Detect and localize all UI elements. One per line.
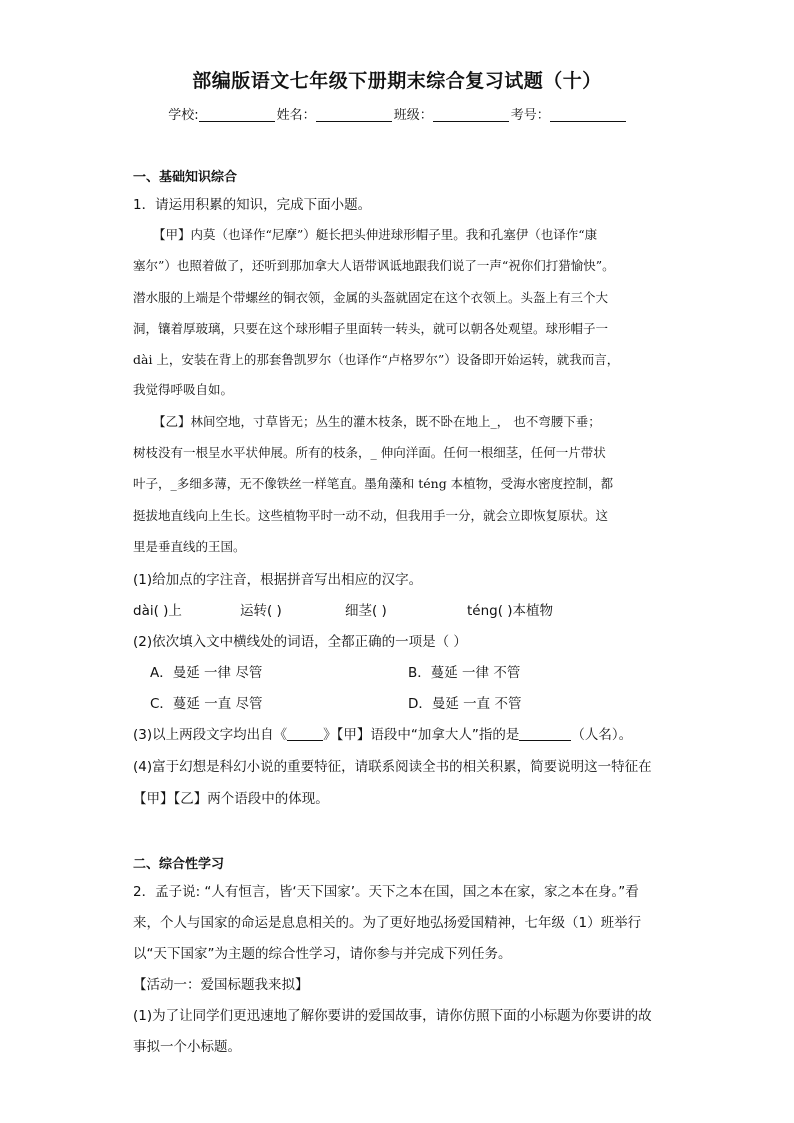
- sub-question-3-part-c: （人名）。: [571, 727, 633, 743]
- exam-no-label: 考号：: [510, 108, 550, 123]
- passage-yi-line: 树枝没有一根呈水平状伸展。所有的枝条，_ 伸向洋面。任何一根细茎，任何一片带状: [133, 445, 606, 460]
- exam-no-blank[interactable]: [550, 107, 626, 122]
- name-label: 姓名：: [276, 108, 316, 123]
- sub-question-3-part-a: (3)以上两段文字均出自《: [133, 727, 288, 743]
- sub-question-3: [133, 723, 632, 743]
- passage-yi-line: 挺拔地直线向上生长。这些植物平时一动不动，但我用手一分，就会立即恢复原状。这: [133, 508, 609, 523]
- option-d[interactable]: D．曼延 一直 不管: [408, 696, 522, 712]
- activity-1-heading: 【活动一：爱国标题我来拟】: [133, 977, 309, 993]
- question-2-line: 2．孟子说: “人有恒言，皆‘天下国家’。天下之本在国，国之本在家，家之本在身。”看: [133, 884, 639, 900]
- student-info-row: [0, 104, 794, 123]
- name-blank[interactable]: [316, 107, 392, 122]
- section-heading-comprehensive: 二、综合性学习: [133, 857, 225, 872]
- question-2-line: 来，个人与国家的命运是息息相关的。为了更好地弘扬爱国精神，七年级（1）班举行: [133, 915, 642, 931]
- school-label: 学校:: [168, 108, 199, 123]
- passage-jia-line: 洞，镶着厚玻璃，只要在这个球形帽子里面转一转头，就可以朝各处观望。球形帽子一: [133, 321, 609, 336]
- passage-jia-line: 塞尔”）也照着做了，还听到那加拿大人语带讽诋地跟我们说了一声“祝你们打猎愉快”。: [133, 258, 615, 273]
- question-1-stem: 1．请运用积累的知识，完成下面小题。: [133, 197, 372, 213]
- passage-jia-line: 【甲】内莫（也译作“尼摩”）艇长把头伸进球形帽子里。我和孔塞伊（也译作“康: [153, 227, 598, 242]
- option-c[interactable]: C．蔓延 一直 尽管: [150, 696, 263, 712]
- passage-yi-line: 【乙】林间空地，寸草皆无；丛生的灌木枝条，既不卧在地上_， 也不弯腰下垂；: [153, 414, 601, 429]
- class-blank[interactable]: [433, 107, 509, 122]
- option-b[interactable]: B．蔓延 一律 不管: [408, 665, 521, 681]
- passage-jia-line: 我觉得呼吸自如。: [133, 382, 234, 397]
- passage-jia-line: 潜水服的上端是个带螺丝的铜衣领，金属的头盔就固定在这个衣领上。头盔上有三个大: [133, 290, 609, 305]
- person-name-blank[interactable]: [519, 726, 571, 741]
- passage-yi-line: 叶子，_多细多薄，无不像铁丝一样笔直。墨角藻和 téng 本植物，受海水密度控制，都: [133, 476, 614, 491]
- section-heading-basic: 一、基础知识综合: [133, 170, 238, 185]
- option-a[interactable]: A．曼延 一律 尽管: [150, 665, 263, 681]
- pinyin-item[interactable]: téng( )本植物: [467, 603, 554, 619]
- class-label: 班级：: [393, 108, 433, 123]
- pinyin-item[interactable]: dài( )上: [133, 603, 182, 619]
- sub-question-3-part-b: 》【甲】语段中“加拿大人”指的是: [323, 727, 520, 743]
- passage-yi-line: 里是垂直线的王国。: [133, 539, 246, 554]
- sub-question-1: (1)给加点的字注音，根据拼音写出相应的汉字。: [133, 572, 423, 588]
- sub-question-4: (4)富于幻想是科幻小说的重要特征，请联系阅读全书的相关积累，简要说明这一特征在: [133, 759, 652, 775]
- school-blank[interactable]: [199, 107, 275, 122]
- pinyin-item[interactable]: 细茎( ): [345, 603, 387, 619]
- book-title-blank[interactable]: [287, 726, 323, 741]
- sub-question-4: 【甲】【乙】两个语段中的体现。: [133, 791, 329, 807]
- page-title: 部编版语文七年级下册期末综合复习试题（十）: [192, 70, 602, 92]
- question-2-line: 以“天下国家”为主题的综合性学习，请你参与并完成下列任务。: [133, 946, 512, 962]
- activity-1-line: (1)为了让同学们更迅速地了解你要讲的爱国故事，请你仿照下面的小标题为你要讲的故: [133, 1008, 652, 1024]
- activity-1-line: 事拟一个小标题。: [133, 1039, 241, 1055]
- passage-jia-line: dài 上，安装在背上的那套鲁凯罗尔（也译作“卢格罗尔”）设备即开始运转，就我而言，: [133, 352, 620, 367]
- pinyin-item[interactable]: 运转( ): [240, 603, 282, 619]
- sub-question-2: (2)依次填入文中横线处的词语，全都正确的一项是（ ）: [133, 634, 467, 650]
